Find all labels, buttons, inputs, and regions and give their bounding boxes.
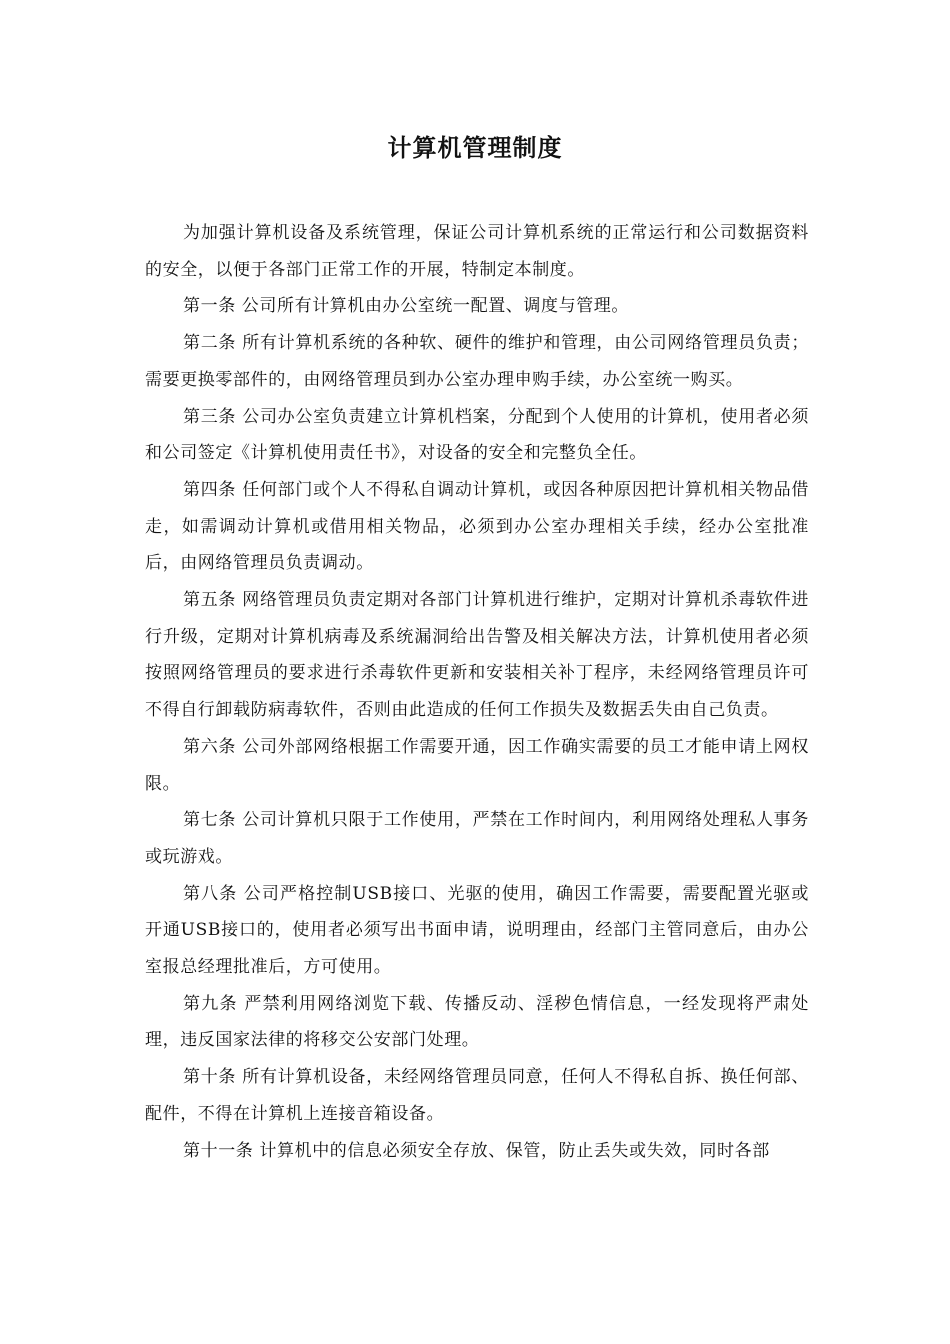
intro-paragraph: 为加强计算机设备及系统管理，保证公司计算机系统的正常运行和公司数据资料的安全，以便于各部门正常工作的开展，特制定本制度。: [145, 223, 809, 280]
document-title: 计算机管理制度: [387, 133, 563, 162]
article-3: 第三条 公司办公室负责建立计算机档案，分配到个人使用的计算机，使用者必须和公司签定《计算机使用责任书》，对设备的安全和完整负全任。: [145, 406, 809, 464]
article-5: 第五条 网络管理员负责定期对各部门计算机进行维护，定期对计算机杀毒软件进行升级，定期对计算机病毒及系统漏洞给出告警及相关解决方法，计算机使用者必须按照网络管理员的要求进行杀毒软件更新和安装相关补丁程序，未经网络管理员许可不得自行卸载防病毒软件，否则由此造成的任何工作损失及数据丢失由自己负责。: [145, 590, 809, 721]
document-body: [145, 215, 809, 1169]
article-10: 第十条 所有计算机设备，未经网络管理员同意，任何人不得私自拆、换任何部、配件，不得在计算机上连接音箱设备。: [145, 1067, 809, 1124]
article-11: 第十一条 计算机中的信息必须安全存放、保管，防止丢失或失效，同时各部: [183, 1140, 770, 1161]
article-2: 第二条 所有计算机系统的各种软、硬件的维护和管理，由公司网络管理员负责；需要更换零部件的，由网络管理员到办公室办理申购手续，办公室统一购买。: [145, 333, 809, 390]
article-7: 第七条 公司计算机只限于工作使用，严禁在工作时间内，利用网络处理私人事务或玩游戏。: [145, 810, 809, 867]
article-1: 第一条 公司所有计算机由办公室统一配置、调度与管理。: [183, 296, 630, 317]
article-4: 第四条 任何部门或个人不得私自调动计算机，或因各种原因把计算机相关物品借走，如需调动计算机或借用相关物品，必须到办公室办理相关手续，经办公室批准后，由网络管理员负责调动。: [145, 479, 809, 574]
article-9: 第九条 严禁利用网络浏览下载、传播反动、淫秽色情信息，一经发现将严肃处理，违反国家法律的将移交公安部门处理。: [145, 993, 809, 1051]
article-8: 第八条 公司严格控制USB接口、光驱的使用，确因工作需要，需要配置光驱或开通USB接口的，使用者必须写出书面申请，说明理由，经部门主管同意后，由办公室报总经理批准后，方可使用。: [145, 883, 809, 978]
article-6: 第六条 公司外部网络根据工作需要开通，因工作确实需要的员工才能申请上网权限。: [145, 736, 809, 794]
